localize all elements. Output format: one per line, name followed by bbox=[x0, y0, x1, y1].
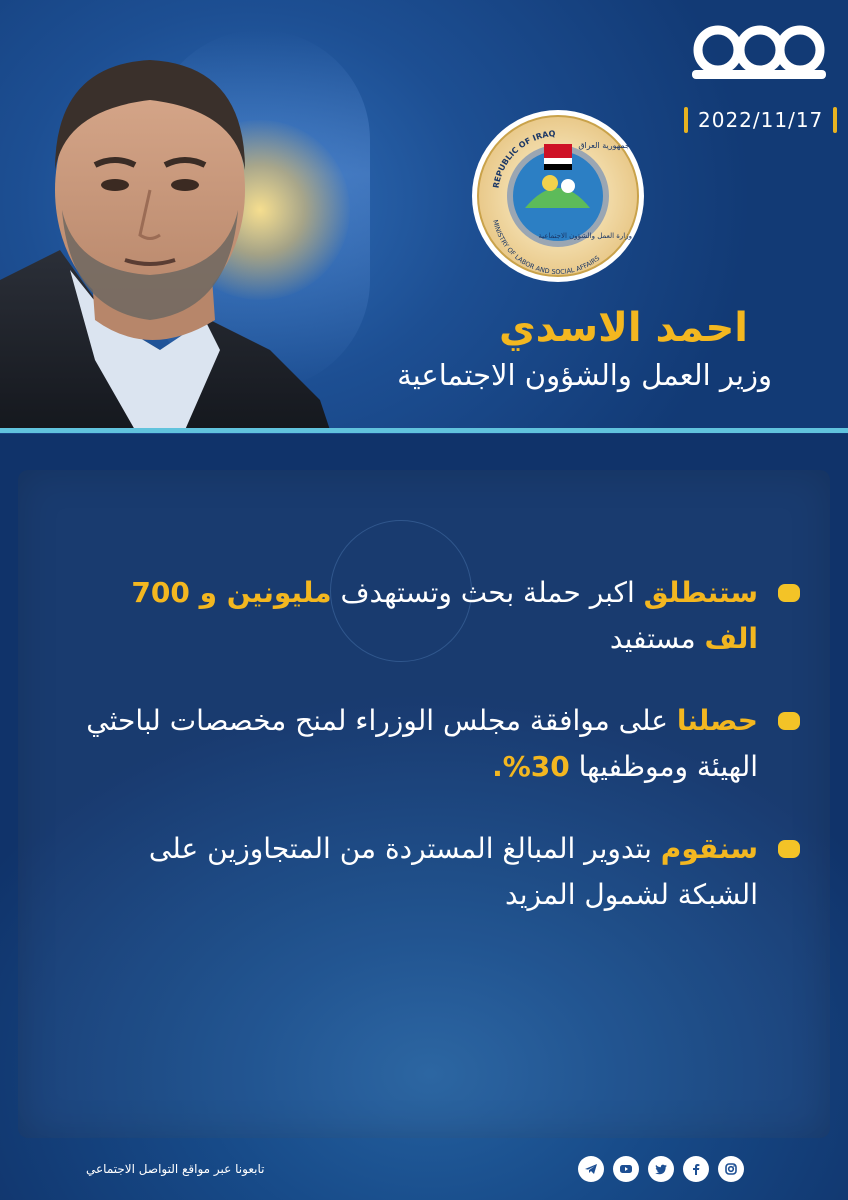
post-date: 2022/11/17 bbox=[698, 108, 824, 132]
telegram-icon[interactable] bbox=[578, 1156, 604, 1182]
bullet-dot bbox=[778, 584, 800, 602]
facebook-icon[interactable] bbox=[683, 1156, 709, 1182]
bullet-list bbox=[70, 570, 800, 954]
bullet-item bbox=[70, 826, 800, 918]
twitter-icon[interactable] bbox=[648, 1156, 674, 1182]
ministry-seal bbox=[470, 108, 646, 284]
seal-arabic-top: جمهورية العراق bbox=[578, 141, 630, 150]
section-divider bbox=[0, 428, 848, 433]
bullet-dot bbox=[778, 712, 800, 730]
minister-name: احمد الاسدي bbox=[499, 305, 748, 351]
date-bar-left bbox=[684, 107, 688, 133]
seal-english-top: REPUBLIC OF IRAQ bbox=[491, 128, 556, 189]
seal-arabic-ministry: وزارة العمل والشؤون الاجتماعية bbox=[538, 232, 632, 240]
youtube-icon[interactable] bbox=[613, 1156, 639, 1182]
seal-english-bottom: MINISTRY OF LABOR AND SOCIAL AFFAIRS bbox=[491, 218, 602, 277]
minister-portrait bbox=[0, 20, 330, 430]
bullet-text: اكبر حملة بحث وتستهدف bbox=[331, 576, 644, 609]
brand-logo bbox=[688, 22, 828, 82]
bullet-item bbox=[70, 570, 800, 662]
bullet-text: بتدوير المبالغ المستردة من المتجاوزين على الشبكة لشمول المزيد bbox=[148, 832, 758, 911]
date-box bbox=[684, 105, 837, 135]
date-bar-right bbox=[833, 107, 837, 133]
bullet-highlight: حصلنا bbox=[676, 704, 758, 737]
bullet-highlight: سنقوم bbox=[660, 832, 758, 865]
bullet-highlight-2: 30%. bbox=[492, 750, 570, 783]
bullet-item bbox=[70, 698, 800, 790]
minister-role: وزير العمل والشؤون الاجتماعية bbox=[397, 358, 772, 392]
instagram-icon[interactable] bbox=[718, 1156, 744, 1182]
bullet-highlight-2: مليونين و 700 الف bbox=[131, 576, 758, 655]
bullet-text: على موافقة مجلس الوزراء لمنح مخصصات لباحثي الهيئة وموظفيها bbox=[86, 704, 758, 783]
footer bbox=[0, 1140, 848, 1200]
follow-text: تابعونا عبر مواقع التواصل الاجتماعي bbox=[86, 1162, 265, 1176]
bullet-dot bbox=[778, 840, 800, 858]
social-links bbox=[578, 1156, 744, 1182]
bullet-highlight: ستنطلق bbox=[643, 576, 758, 609]
bullet-text-2: مستفيد bbox=[609, 622, 705, 655]
